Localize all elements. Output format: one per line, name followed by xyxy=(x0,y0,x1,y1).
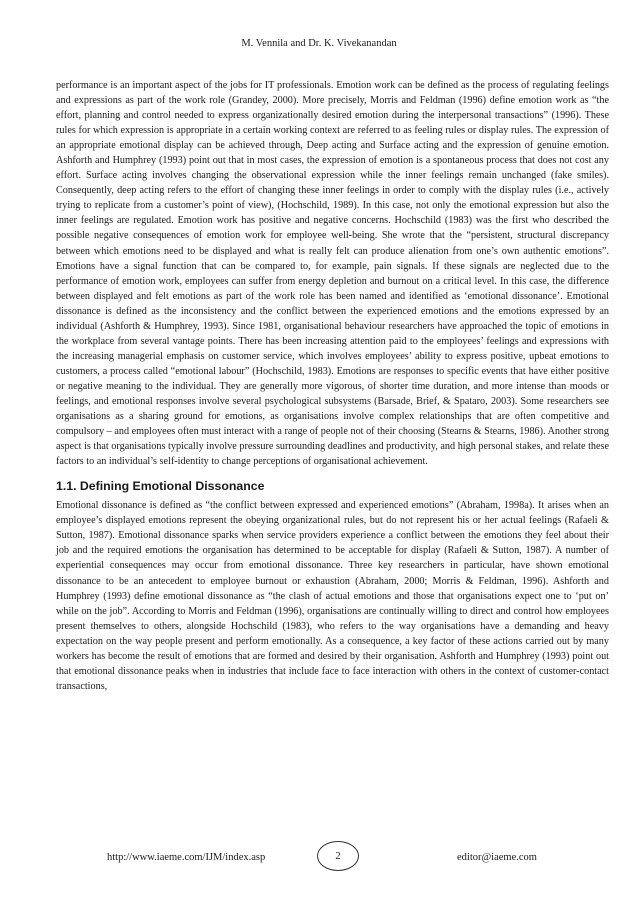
section-heading: 1.1. Defining Emotional Dissonance xyxy=(56,479,265,494)
footer-email-link[interactable]: editor@iaeme.com xyxy=(457,852,537,863)
intro-paragraph: performance is an important aspect of the jobs for IT professionals. Emotion work can be defined as the process of regulating feelings and expressions as part of the work role (Grandey, 2000). More precisely, Morris and Feldman (1996) define emotion work as “the effort, planning and control needed to express organizationally desired emotion during the interpersonal transactions” (1996). These rules for which expression is appropriate in a certain working context are referred to as feeling rules or display rules. The expression of an appropriate emotional display can be achieved through, Deep acting and Surface acting and the expression of genuine emotion. Ashforth and Humphrey (1993) point out that in most cases, the expression of emotion is a spontaneous process that does not cost any effort. Surface acting involves changing the observational expression while the inner feelings remain unchanged (fake smiles). Consequently, deep acting refers to the effort of changing these inner feelings in order to comply with the display rules (i.e., actively trying to replicate from a customer’s point of view), (Hochschild, 1989). In this case, not only the emotional expression but also the inner feelings are regulated. Emotion work has positive and negative concerns. Hochschild (1983) was the first who described the possible negative consequences of emotion work for employee well-being. She wrote that the “persistent, structural discrepancy between which emotions need to be displayed and what is really felt can produce alienation from one’s own authentic emotions”. Emotions have a signal function that can be compared to, for example, pain signals. If these signals are neglected due to the performance of emotion work, employees can suffer from energy depletion and burnout on a critical level. In this case, the difference between displayed and felt emotions as part of the work role has been named and identified as ‘emotional dissonance’. Emotional dissonance is defined as the inconsistency and the conflict between the experienced emotions and the emotions expressed by an individual (Ashforth & Humphrey, 1993). Since 1981, organisational behaviour researchers have approached the topic of emotions in the workplace from several vantage points. There has been increasing attention paid to the employees’ feelings and expressions with the increasing managerial emphasis on customer service, which involves employees’ ability to express positive, upbeat emotions to customers, a process called “emotional labour” (Hochschild, 1983). Emotions are responses to specific events that have either positive or negative meaning to the individual. They are generally more vigorous, of shorter time duration, and more intense than moods or feelings, and emotional responses involve several psychological subsystems (Barsade, Brief, & Spataro, 2003). Some researchers see organisations as a sharing ground for emotions, as organisations involve complex relationships that are often competitive and compulsory – and employees often must interact with a range of people not of their choosing (Stearns & Stearns, 1986). Another strong aspect is that organisations typically involve pressure surrounding deadlines and productivity, and high personal stakes, and relate these factors to an individual’s self-identity to change perceptions of organisational achievement. xyxy=(56,80,609,468)
running-header: M. Vennila and Dr. K. Vivekanandan xyxy=(241,38,397,49)
section-paragraph: Emotional dissonance is defined as “the conflict between expressed and experienced emotions” (Abraham, 1998a). It arises when an employee’s displayed emotions represent the obeying organizational rules, but do not represent his or her actual feelings (Rafaeli & Sutton, 1987). Emotional dissonance sparks when service providers experience a conflict between the emotions they feel about their job and the required emotions the organisation has determined to be acceptable for display (Rafaeli & Sutton, 1987). A number of experiential consequences may occur from emotional dissonance. Three key researchers in particular, have shown emotional dissonance to be an antecedent to employee burnout or exhaustion (Abraham, 2000; Morris & Feldman, 1996). Ashforth and Humphrey (1993) define emotional dissonance as “the clash of actual emotions and those that organisations expect one to ‘put on’ while on the job”. According to Morris and Feldman (1996), organisations are continually willing to direct and control how employees present themselves to others, alongside Hochschild (1983), who refers to the way organisations have a demanding and heavy expectation on the way people present and perform emotionally. As a consequence, a key factor of these actions carried out by many workers has become the result of emotions that are formed and desired by their organisation. Ashforth and Humphrey (1993) point out that emotional dissonance peaks when in industries that include face to face interaction with others in the context of customer-contact transactions, xyxy=(56,500,609,692)
page-footer xyxy=(0,841,638,871)
page-number-badge: 2 xyxy=(317,841,359,871)
article-body xyxy=(56,78,609,694)
footer-url-link[interactable]: http://www.iaeme.com/IJM/index.asp xyxy=(107,852,266,863)
